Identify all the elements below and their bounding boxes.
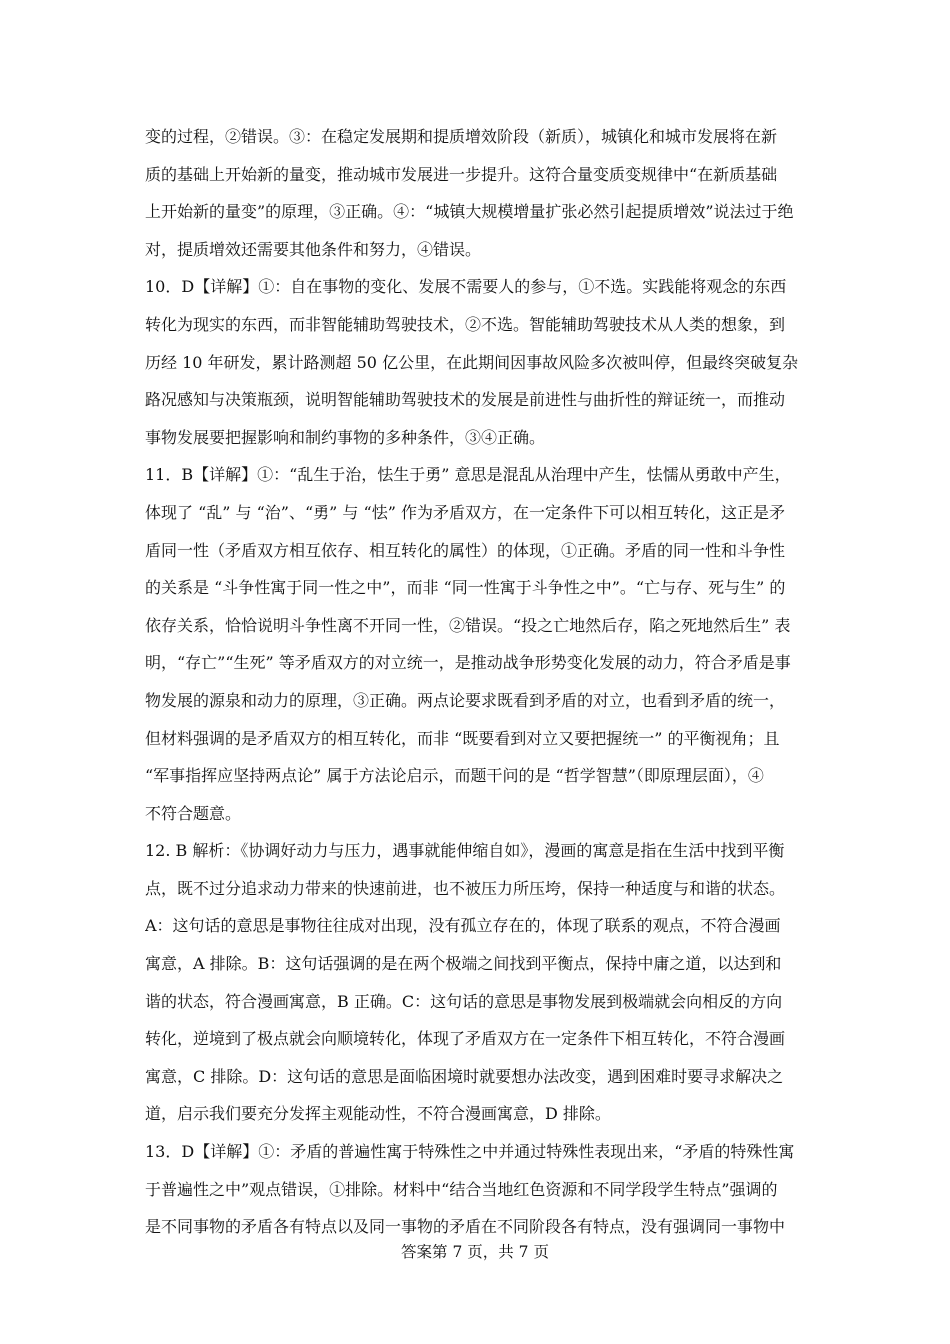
text-line: 寓意，A 排除。B：这句话强调的是在两个极端之间找到平衡点，保持中庸之道，以达到和: [145, 954, 782, 974]
text-line: 是不同事物的矛盾各有特点以及同一事物的矛盾在不同阶段各有特点，没有强调同一事物中: [145, 1217, 786, 1237]
text-line: “军事指挥应坚持两点论” 属于方法论启示，而题干问的是 “哲学智慧”（即原理层面），④: [145, 766, 764, 786]
text-line: 对，提质增效还需要其他条件和努力，④错误。: [145, 239, 482, 259]
text-line: 历经 10 年研发，累计路测超 50 亿公里，在此期间因事故风险多次被叫停，但最终突破复杂: [145, 352, 799, 372]
text-line: 11．B【详解】①：“乱生于治，怯生于勇” 意思是混乱从治理中产生，怯懦从勇敢中产生，: [145, 465, 791, 485]
answer-text-body: [145, 118, 905, 1246]
text-line: 转化，逆境到了极点就会向顺境转化，体现了矛盾双方在一定条件下相互转化，不符合漫画: [145, 1029, 786, 1049]
text-line: 但材料强调的是矛盾双方的相互转化，而非 “既要看到对立又要把握统一” 的平衡视角；且: [145, 728, 780, 748]
text-line: 变的过程，②错误。③：在稳定发展期和提质增效阶段（新质），城镇化和城市发展将在新: [145, 127, 778, 146]
text-line: 12. B 解析：《协调好动力与压力，遇事就能伸缩自如》，漫画的寓意是指在生活中找到平衡: [145, 841, 785, 861]
text-line: 路况感知与决策瓶颈，说明智能辅助驾驶技术的发展是前进性与曲折性的辩证统一，而推动: [145, 390, 786, 410]
text-line: 道，启示我们要充分发挥主观能动性，不符合漫画寓意，D 排除。: [145, 1104, 611, 1124]
text-line: 13．D【详解】①：矛盾的普遍性寓于特殊性之中并通过特殊性表现出来，“矛盾的特殊性寓: [145, 1142, 795, 1162]
text-line: A：这句话的意思是事物往往成对出现，没有孤立存在的，体现了联系的观点，不符合漫画: [145, 916, 781, 936]
text-line: 谐的状态，符合漫画寓意，B 正确。C：这句话的意思是事物发展到极端就会向相反的方向: [145, 991, 783, 1011]
text-line: 上开始新的量变”的原理，③正确。④：“城镇大规模增量扩张必然引起提质增效”说法过于绝: [145, 202, 794, 222]
text-line: 于普遍性之中”观点错误，①排除。材料中“结合当地红色资源和不同学段学生特点”强调的: [145, 1179, 778, 1199]
text-line: 的关系是 “斗争性寓于同一性之中”，而非 “同一性寓于斗争性之中”。“亡与存、死与生” 的: [145, 578, 786, 598]
text-line: 不符合题意。: [145, 803, 242, 823]
page-footer: 答案第 7 页，共 7 页: [401, 1243, 549, 1261]
text-line: 10．D【详解】①：自在事物的变化、发展不需要人的参与，①不选。实践能将观念的东西: [145, 277, 787, 297]
text-line: 转化为现实的东西，而非智能辅助驾驶技术，②不选。智能辅助驾驶技术从人类的想象，到: [145, 314, 786, 334]
text-line: 物发展的源泉和动力的原理，③正确。两点论要求既看到矛盾的对立，也看到矛盾的统一，: [145, 690, 786, 710]
text-line: 依存关系，恰恰说明斗争性离不开同一性，②错误。“投之亡地然后存，陷之死地然后生” 表: [145, 615, 791, 635]
text-line: 点，既不过分追求动力带来的快速前进，也不被压力所压垮，保持一种适度与和谐的状态。: [145, 878, 786, 898]
text-line: 盾同一性（矛盾双方相互依存、相互转化的属性）的体现，①正确。矛盾的同一性和斗争性: [145, 540, 786, 560]
text-line: 寓意，C 排除。D：这句话的意思是面临困境时就要想办法改变，遇到困难时要寻求解决之: [145, 1066, 784, 1086]
text-line: 体现了 “乱” 与 “治”、“勇” 与 “怯” 作为矛盾双方，在一定条件下可以相互转化，这正是矛: [145, 502, 785, 522]
text-line: 质的基础上开始新的量变，推动城市发展进一步提升。这符合量变质变规律中“在新质基础: [145, 164, 778, 184]
text-line: 明，“存亡”“生死” 等矛盾双方的对立统一，是推动战争形势变化发展的动力，符合矛盾是事: [145, 653, 791, 673]
text-line: 事物发展要把握影响和制约事物的多种条件，③④正确。: [145, 427, 546, 447]
